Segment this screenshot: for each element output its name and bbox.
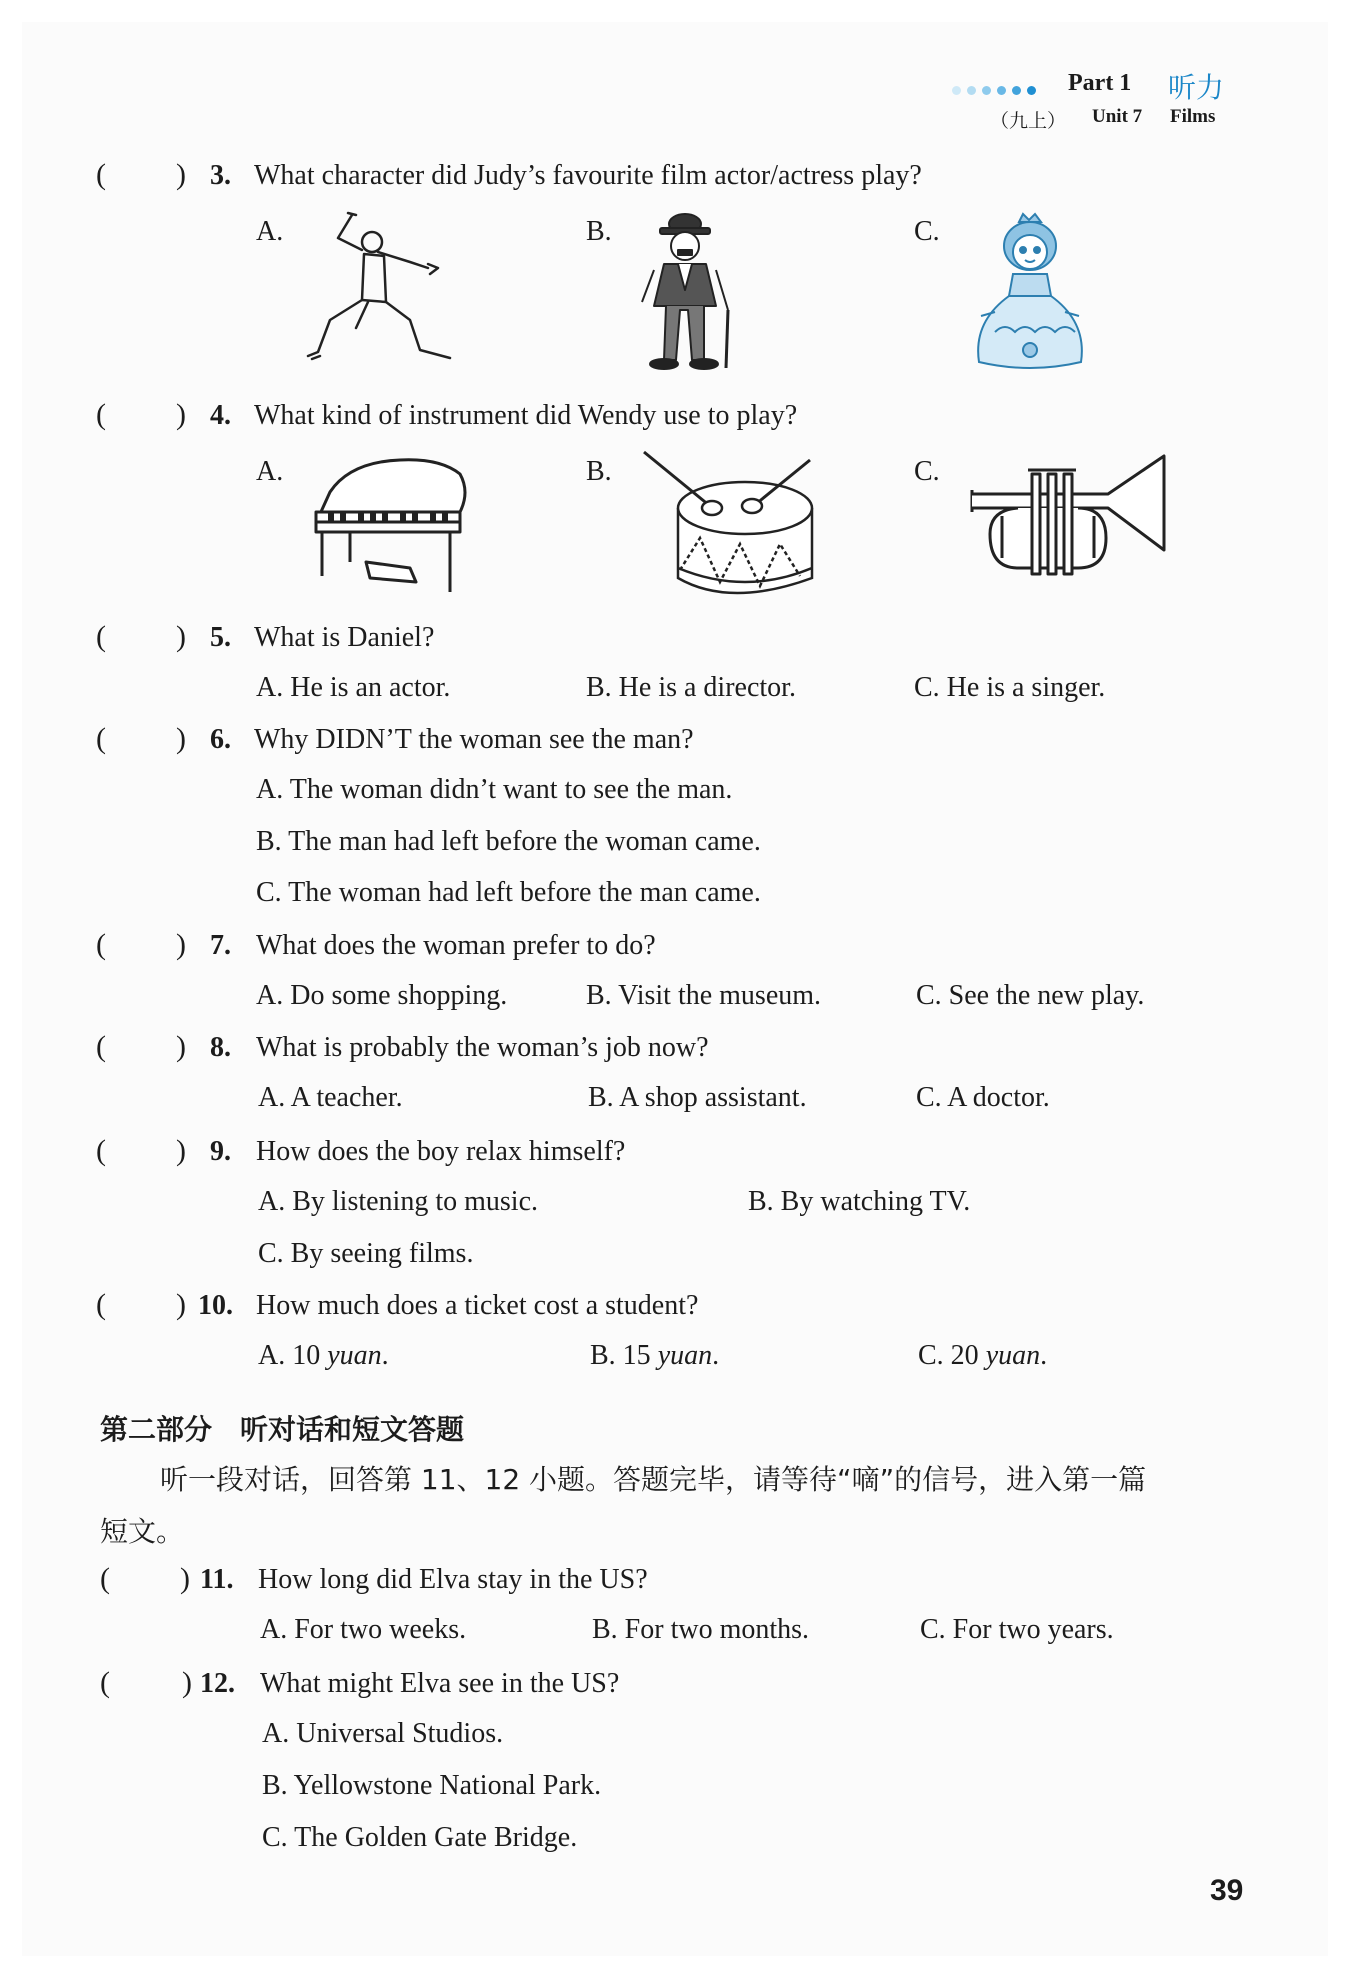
option-unit: yuan [985, 1340, 1041, 1371]
answer-paren-open[interactable]: ( [96, 398, 106, 431]
question-number: 8. [210, 1032, 231, 1063]
answer-paren-close: ) [182, 1666, 192, 1699]
section-title: 第二部分 听对话和短文答题 [100, 1413, 465, 1446]
option-c[interactable]: C. He is a singer. [914, 672, 1106, 703]
header-part-cn: 听力 [1168, 71, 1225, 104]
option-b[interactable]: B. A shop assistant. [588, 1082, 807, 1113]
question-number: 6. [210, 724, 231, 755]
option-c[interactable]: C. A doctor. [916, 1082, 1050, 1113]
princess-icon [965, 212, 1095, 377]
option-b[interactable]: B. Visit the museum. [586, 980, 822, 1011]
answer-paren-close: ) [176, 722, 186, 755]
question-text: How does the boy relax himself? [256, 1136, 626, 1167]
answer-paren-open[interactable]: ( [96, 1288, 106, 1321]
option-c[interactable]: C. The woman had left before the man came. [256, 877, 761, 908]
drum-icon [640, 448, 820, 608]
trumpet-icon [968, 450, 1168, 600]
header-dot [982, 86, 991, 95]
option-c[interactable]: C. See the new play. [916, 980, 1145, 1011]
answer-paren-open[interactable]: ( [96, 1134, 106, 1167]
option-b[interactable] [590, 1340, 719, 1372]
question-text: What is Daniel? [254, 622, 435, 653]
answer-paren-close: ) [176, 1288, 186, 1321]
option-b[interactable]: B. [586, 456, 612, 487]
header-dot [1027, 86, 1036, 95]
option-a[interactable]: A. For two weeks. [260, 1614, 467, 1645]
option-unit: yuan [327, 1340, 382, 1371]
question-number: 5. [210, 622, 231, 653]
option-a[interactable] [258, 1340, 389, 1372]
answer-paren-close: ) [180, 1562, 190, 1595]
option-a[interactable]: A. The woman didn’t want to see the man. [256, 774, 733, 805]
option-b[interactable]: B. He is a director. [586, 672, 796, 703]
question-text: What is probably the woman’s job now? [256, 1032, 709, 1063]
option-unit: yuan [657, 1340, 713, 1371]
section-instruction: 听一段对话，回答第 11、12 小题。答题完毕，请等待“嘀”的信号，进入第一篇 [160, 1463, 1147, 1496]
answer-paren-close: ) [176, 928, 186, 961]
question-number: 11. [200, 1564, 234, 1595]
header-part: Part 1 [1068, 70, 1132, 96]
option-c[interactable]: C. [914, 456, 940, 487]
section-instruction-cont: 短文。 [100, 1515, 185, 1548]
chaplin-icon [630, 210, 740, 375]
option-a[interactable]: A. By listening to music. [258, 1186, 538, 1217]
answer-paren-open[interactable]: ( [96, 158, 106, 191]
option-b[interactable]: B. [586, 216, 612, 247]
option-c[interactable]: C. For two years. [920, 1614, 1114, 1645]
answer-paren-open[interactable]: ( [96, 928, 106, 961]
option-a[interactable]: A. Universal Studios. [262, 1718, 504, 1749]
option-a[interactable]: A. [256, 456, 284, 487]
question-text: What might Elva see in the US? [260, 1668, 620, 1699]
option-end: . [381, 1340, 389, 1371]
option-a[interactable]: A. [256, 216, 284, 247]
option-b[interactable]: B. Yellowstone National Park. [262, 1770, 602, 1801]
option-a[interactable]: A. He is an actor. [256, 672, 451, 703]
answer-paren-open[interactable]: ( [96, 1030, 106, 1063]
question-text: What does the woman prefer to do? [256, 930, 656, 961]
header-topic: Films [1170, 106, 1216, 127]
option-c[interactable]: C. By seeing films. [258, 1238, 474, 1269]
question-text: Why DIDN’T the woman see the man? [254, 724, 694, 755]
question-text: What kind of instrument did Wendy use to play? [254, 400, 798, 431]
answer-paren-close: ) [176, 398, 186, 431]
kungfu-man-icon [300, 210, 470, 370]
piano-icon [310, 452, 480, 602]
option-b[interactable]: B. For two months. [592, 1614, 810, 1645]
answer-paren-close: ) [176, 158, 186, 191]
header-grade: （九上） [990, 110, 1067, 132]
page-number: 39 [1210, 1874, 1244, 1907]
question-number: 9. [210, 1136, 231, 1167]
header-dot [967, 86, 976, 95]
header-dot [952, 86, 961, 95]
option-c[interactable]: C. [914, 216, 940, 247]
option-label: B. 15 [590, 1340, 658, 1371]
option-label: A. 10 [258, 1340, 328, 1371]
answer-paren-close: ) [176, 620, 186, 653]
question-number: 4. [210, 400, 231, 431]
question-text: How long did Elva stay in the US? [258, 1564, 648, 1595]
option-b[interactable]: B. By watching TV. [748, 1186, 971, 1217]
answer-paren-close: ) [176, 1134, 186, 1167]
header-dots [952, 82, 1042, 100]
option-a[interactable]: A. Do some shopping. [256, 980, 508, 1011]
question-number: 7. [210, 930, 231, 961]
option-a[interactable]: A. A teacher. [258, 1082, 403, 1113]
question-number: 3. [210, 160, 231, 191]
header-unit: Unit 7 [1092, 106, 1143, 127]
option-label: C. 20 [918, 1340, 986, 1371]
question-text: How much does a ticket cost a student? [256, 1290, 699, 1321]
question-number: 12. [200, 1668, 235, 1699]
answer-paren-open[interactable]: ( [96, 722, 106, 755]
header-dot [997, 86, 1006, 95]
option-end: . [712, 1340, 720, 1371]
answer-paren-open[interactable]: ( [100, 1666, 110, 1699]
option-c[interactable] [918, 1340, 1047, 1372]
answer-paren-open[interactable]: ( [100, 1562, 110, 1595]
answer-paren-open[interactable]: ( [96, 620, 106, 653]
question-number: 10. [198, 1290, 233, 1321]
option-c[interactable]: C. The Golden Gate Bridge. [262, 1822, 578, 1853]
header-dot [1012, 86, 1021, 95]
answer-paren-close: ) [176, 1030, 186, 1063]
question-text: What character did Judy’s favourite film actor/actress play? [254, 160, 922, 191]
option-end: . [1040, 1340, 1048, 1371]
option-b[interactable]: B. The man had left before the woman came. [256, 826, 761, 857]
